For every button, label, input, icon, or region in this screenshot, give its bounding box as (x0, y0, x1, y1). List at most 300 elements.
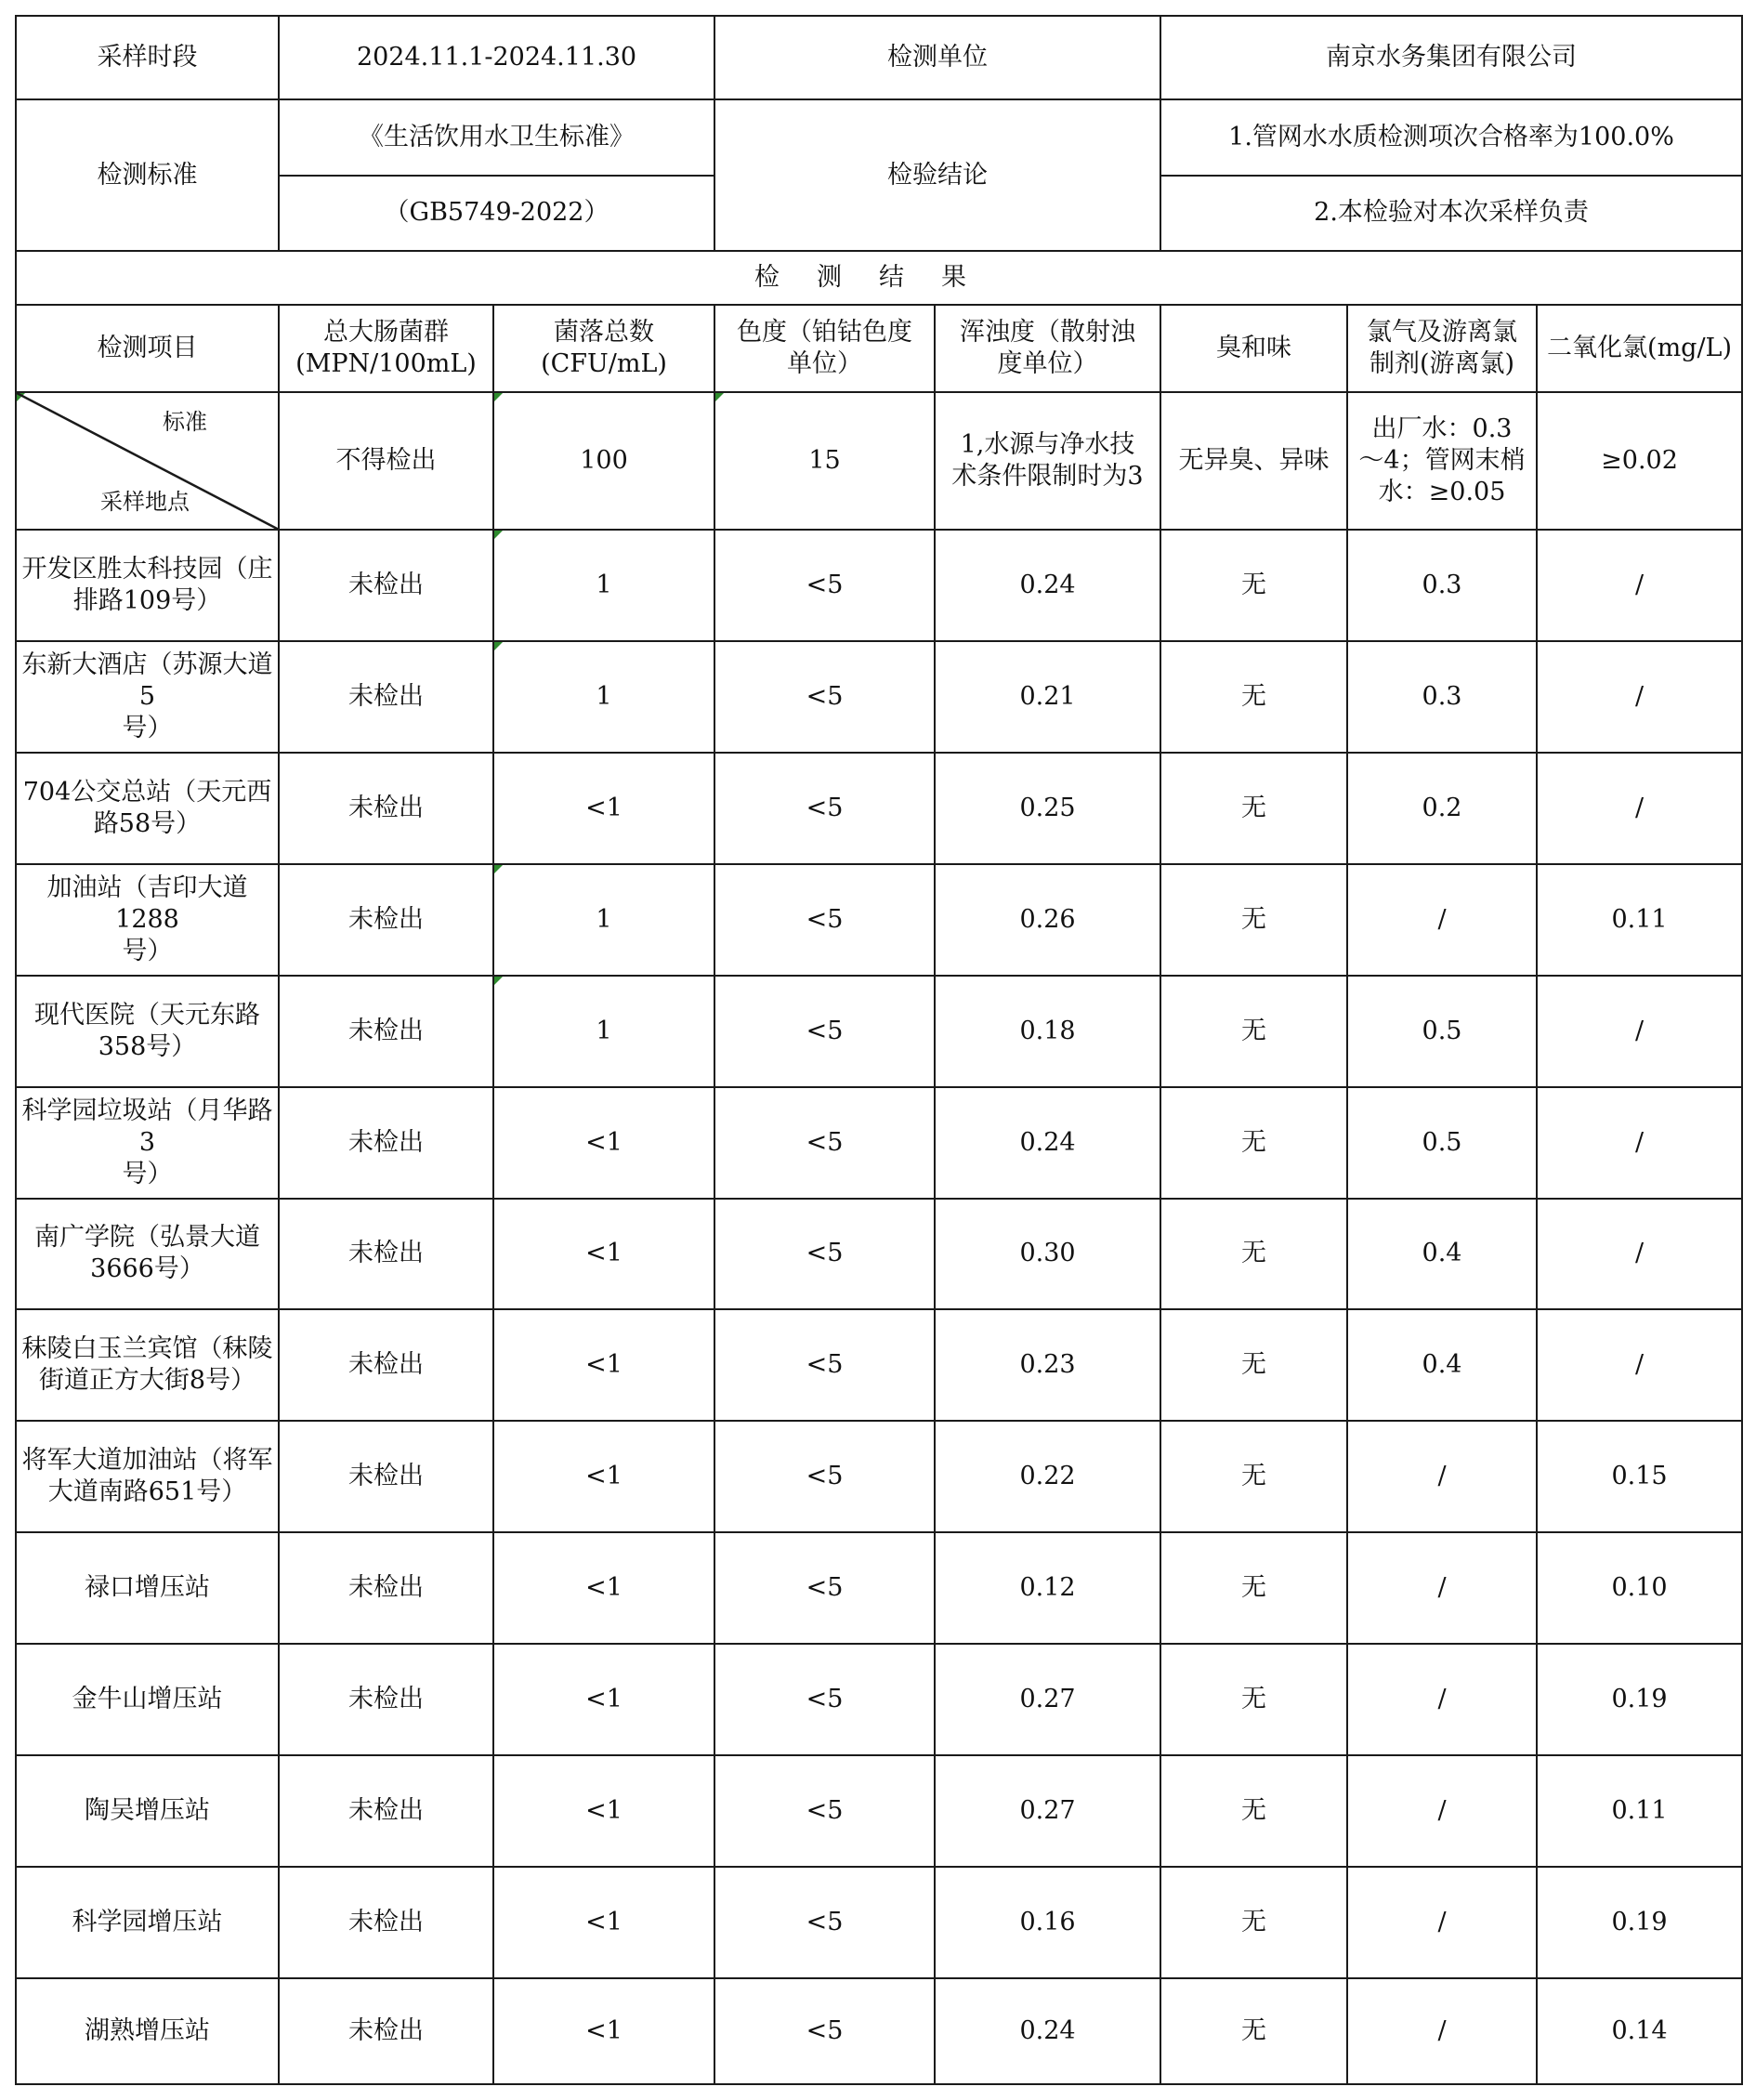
colony-cell (493, 864, 714, 976)
site-line: 东新大酒店（苏源大道5 (21, 650, 273, 711)
colony-cell-value: <1 (585, 1796, 622, 1826)
chlorine-dioxide-cell (1537, 530, 1742, 641)
odor-cell-value: 无 (1241, 1573, 1267, 1603)
conclusion-label: 检验结论 (714, 99, 1160, 251)
colony-cell-value: <1 (585, 1127, 622, 1157)
chlorine-cell (1347, 1867, 1537, 1978)
turbidity-cell-value: 0.23 (1019, 1350, 1076, 1380)
header-chlorine-line-1: 氯气及游离氯 (1367, 317, 1518, 347)
header-colony-line-2: (CFU/mL) (541, 348, 667, 378)
site-cell (16, 1199, 279, 1310)
colony-cell (493, 1309, 714, 1421)
odor-cell (1160, 1755, 1347, 1867)
standard-code: （GB5749-2022） (279, 176, 714, 251)
color-cell (714, 1309, 935, 1421)
chlorine-cell (1347, 641, 1537, 753)
diag-standard-label: 标准 (163, 408, 207, 435)
chlorine-dioxide-cell (1537, 1644, 1742, 1755)
chlorine-dioxide-cell (1537, 1421, 1742, 1532)
turbidity-cell-value: 0.24 (1019, 2016, 1076, 2046)
cell-marker (494, 977, 503, 985)
color-cell-value: <5 (806, 1573, 844, 1603)
site-line: 秣陵白玉兰宾馆（秣陵 (21, 1334, 273, 1364)
coliform-cell (279, 530, 493, 641)
limit-chlorine (1347, 392, 1537, 530)
chlorine-cell-value: / (1437, 2016, 1447, 2046)
turbidity-cell-value: 0.27 (1019, 1796, 1076, 1826)
chlorine-dioxide-cell-value: 0.14 (1611, 2016, 1668, 2046)
table-row (16, 753, 1742, 864)
colony-cell-value: <1 (585, 2016, 622, 2046)
odor-cell (1160, 530, 1347, 641)
odor-cell (1160, 1867, 1347, 1978)
colony-cell-value: 1 (596, 904, 612, 934)
coliform-cell (279, 976, 493, 1087)
table-row (16, 1755, 1742, 1867)
chlorine-cell (1347, 1978, 1537, 2084)
chlorine-dioxide-cell (1537, 1199, 1742, 1310)
color-cell-value: <5 (806, 1016, 844, 1045)
cell-marker (715, 393, 724, 401)
color-cell (714, 1532, 935, 1644)
chlorine-cell-value: / (1437, 904, 1447, 934)
turbidity-cell (935, 1532, 1160, 1644)
color-cell-value: <5 (806, 1462, 844, 1491)
cell-marker (494, 393, 503, 401)
chlorine-dioxide-cell-value: 0.19 (1611, 1685, 1668, 1714)
coliform-cell (279, 864, 493, 976)
odor-cell (1160, 1978, 1347, 2084)
chlorine-dioxide-cell-value: / (1634, 1350, 1645, 1380)
site-line: 南广学院（弘景大道 (34, 1223, 260, 1253)
color-cell-value: <5 (806, 1350, 844, 1380)
limit-turbidity (935, 392, 1160, 530)
chlorine-dioxide-cell (1537, 976, 1742, 1087)
diagonal-header-cell (16, 392, 279, 530)
site-cell (16, 753, 279, 864)
table-row (16, 864, 1742, 976)
odor-cell (1160, 641, 1347, 753)
chlorine-dioxide-cell (1537, 1755, 1742, 1867)
site-cell (16, 976, 279, 1087)
limits-row (16, 392, 1742, 530)
coliform-cell-value: 未检出 (348, 681, 424, 711)
coliform-cell (279, 1644, 493, 1755)
limit-color-value: 15 (808, 445, 841, 475)
coliform-cell-value: 未检出 (348, 1908, 424, 1937)
color-cell-value: <5 (806, 904, 844, 934)
header-chlorine-dioxide: 二氧化氯(mg/L) (1537, 305, 1742, 392)
turbidity-cell-value: 0.26 (1019, 904, 1076, 934)
color-cell-value: <5 (806, 570, 844, 599)
turbidity-cell (935, 976, 1160, 1087)
site-line: 号） (122, 1159, 173, 1188)
site-line: 科学园增压站 (72, 1908, 223, 1937)
chlorine-dioxide-cell-value: / (1634, 570, 1645, 599)
colony-cell (493, 530, 714, 641)
site-line: 704公交总站（天元西 (22, 777, 272, 807)
chlorine-cell (1347, 976, 1537, 1087)
header-coliform-line-1: 总大肠菌群 (323, 317, 449, 347)
site-line: 街道正方大街8号） (38, 1366, 256, 1396)
chlorine-cell-value: / (1437, 1462, 1447, 1491)
header-turbidity (935, 305, 1160, 392)
table-row (16, 1644, 1742, 1755)
chlorine-cell-value: 0.4 (1422, 1239, 1462, 1268)
turbidity-cell (935, 1755, 1160, 1867)
chlorine-dioxide-cell-value: 0.19 (1611, 1908, 1668, 1937)
chlorine-dioxide-cell-value: 0.15 (1611, 1462, 1668, 1491)
limit-odor: 无异臭、异味 (1160, 392, 1347, 530)
conclusion-2: 2.本检验对本次采样负责 (1160, 176, 1742, 251)
site-line: 358号） (98, 1031, 197, 1061)
color-cell-value: <5 (806, 1127, 844, 1157)
limit-coliform: 不得检出 (279, 392, 493, 530)
site-cell (16, 1867, 279, 1978)
coliform-cell-value: 未检出 (348, 1127, 424, 1157)
standard-label: 检测标准 (16, 99, 279, 251)
color-cell-value: <5 (806, 1685, 844, 1714)
header-color-line-2: 单位） (787, 348, 863, 378)
limit-chlorine-line-3: 水：≥0.05 (1378, 477, 1506, 506)
odor-cell (1160, 976, 1347, 1087)
color-cell-value: <5 (806, 1239, 844, 1268)
table-row (16, 1532, 1742, 1644)
coliform-cell (279, 1978, 493, 2084)
colony-cell (493, 1532, 714, 1644)
coliform-cell-value: 未检出 (348, 1016, 424, 1045)
site-cell (16, 1644, 279, 1755)
colony-cell (493, 753, 714, 864)
header-turbidity-line-1: 浑浊度（散射浊 (960, 317, 1136, 347)
site-line: 3666号） (90, 1254, 204, 1284)
limit-chlorine-line-1: 出厂水：0.3 (1371, 413, 1513, 443)
chlorine-cell (1347, 1199, 1537, 1310)
coliform-cell-value: 未检出 (348, 1796, 424, 1826)
chlorine-dioxide-cell (1537, 864, 1742, 976)
site-cell (16, 1309, 279, 1421)
period-row (16, 16, 1742, 99)
site-line: 排路109号） (72, 585, 222, 615)
colony-cell-value: <1 (585, 1573, 622, 1603)
odor-cell (1160, 1644, 1347, 1755)
turbidity-cell-value: 0.16 (1019, 1908, 1076, 1937)
site-line: 路58号） (93, 808, 202, 838)
colony-cell (493, 1644, 714, 1755)
color-cell (714, 1867, 935, 1978)
coliform-cell-value: 未检出 (348, 1350, 424, 1380)
turbidity-cell (935, 641, 1160, 753)
chlorine-cell (1347, 864, 1537, 976)
site-line: 号） (122, 936, 173, 965)
site-line: 开发区胜太科技园（庄 (21, 554, 273, 584)
results-title-row (16, 251, 1742, 305)
turbidity-cell (935, 1309, 1160, 1421)
header-colony (493, 305, 714, 392)
color-cell-value: <5 (806, 2016, 844, 2046)
odor-cell-value: 无 (1241, 1796, 1267, 1826)
table-row (16, 1199, 1742, 1310)
table-row (16, 641, 1742, 753)
cell-marker (494, 531, 503, 539)
odor-cell-value: 无 (1241, 681, 1267, 711)
turbidity-cell-value: 0.30 (1019, 1239, 1076, 1268)
site-line: 加油站（吉印大道1288 (46, 873, 248, 934)
chlorine-cell (1347, 1309, 1537, 1421)
unit-label: 检测单位 (714, 16, 1160, 99)
chlorine-dioxide-cell (1537, 1309, 1742, 1421)
colony-cell-value: <1 (585, 1239, 622, 1268)
turbidity-cell-value: 0.22 (1019, 1462, 1076, 1491)
cell-marker (494, 642, 503, 650)
odor-cell-value: 无 (1241, 1462, 1267, 1491)
header-coliform (279, 305, 493, 392)
coliform-cell-value: 未检出 (348, 1239, 424, 1268)
site-line: 陶吴增压站 (85, 1796, 210, 1826)
chlorine-dioxide-cell-value: / (1634, 1016, 1645, 1045)
turbidity-cell-value: 0.18 (1019, 1016, 1076, 1045)
site-line: 科学园垃圾站（月华路3 (21, 1096, 273, 1157)
color-cell (714, 1978, 935, 2084)
colony-cell (493, 1755, 714, 1867)
turbidity-cell (935, 1644, 1160, 1755)
turbidity-cell (935, 753, 1160, 864)
chlorine-dioxide-cell (1537, 1978, 1742, 2084)
colony-cell-value: 1 (596, 570, 612, 599)
chlorine-cell-value: 0.3 (1422, 570, 1462, 599)
odor-cell-value: 无 (1241, 904, 1267, 934)
chlorine-cell-value: 0.5 (1422, 1127, 1462, 1157)
chlorine-cell-value: 0.3 (1422, 681, 1462, 711)
chlorine-cell-value: / (1437, 1908, 1447, 1937)
limit-color (714, 392, 935, 530)
odor-cell (1160, 1199, 1347, 1310)
colony-cell (493, 641, 714, 753)
odor-cell-value: 无 (1241, 1350, 1267, 1380)
color-cell (714, 1644, 935, 1755)
site-cell (16, 1532, 279, 1644)
coliform-cell (279, 753, 493, 864)
chlorine-dioxide-cell-value: / (1634, 1127, 1645, 1157)
limit-colony (493, 392, 714, 530)
turbidity-cell (935, 1978, 1160, 2084)
odor-cell-value: 无 (1241, 1239, 1267, 1268)
colony-cell (493, 1978, 714, 2084)
color-cell-value: <5 (806, 681, 844, 711)
color-cell (714, 864, 935, 976)
chlorine-dioxide-cell-value: 0.11 (1611, 904, 1668, 934)
chlorine-dioxide-cell-value: / (1634, 681, 1645, 711)
site-line: 大道南路651号） (47, 1477, 247, 1507)
turbidity-cell (935, 1087, 1160, 1199)
chlorine-cell-value: / (1437, 1685, 1447, 1714)
turbidity-cell-value: 0.24 (1019, 1127, 1076, 1157)
chlorine-dioxide-cell (1537, 753, 1742, 864)
chlorine-dioxide-cell-value: / (1634, 1239, 1645, 1268)
standard-name: 《生活饮用水卫生标准》 (279, 99, 714, 175)
odor-cell-value: 无 (1241, 1685, 1267, 1714)
odor-cell (1160, 1421, 1347, 1532)
odor-cell-value: 无 (1241, 1908, 1267, 1937)
chlorine-cell-value: / (1437, 1796, 1447, 1826)
chlorine-cell (1347, 1755, 1537, 1867)
site-cell (16, 1755, 279, 1867)
chlorine-dioxide-cell-value: / (1634, 793, 1645, 822)
colony-cell (493, 976, 714, 1087)
turbidity-cell (935, 1421, 1160, 1532)
coliform-cell (279, 641, 493, 753)
colony-cell-value: 1 (596, 1016, 612, 1045)
site-line: 湖熟增压站 (85, 2016, 210, 2046)
chlorine-dioxide-cell-value: 0.10 (1611, 1573, 1668, 1603)
header-row (16, 305, 1742, 392)
color-cell (714, 976, 935, 1087)
chlorine-dioxide-cell (1537, 1867, 1742, 1978)
chlorine-dioxide-cell (1537, 1087, 1742, 1199)
limit-colony-value: 100 (580, 445, 628, 475)
results-title: 检测结果 (16, 251, 1742, 305)
color-cell (714, 1087, 935, 1199)
chlorine-cell (1347, 530, 1537, 641)
coliform-cell (279, 1421, 493, 1532)
turbidity-cell-value: 0.25 (1019, 793, 1076, 822)
coliform-cell-value: 未检出 (348, 1573, 424, 1603)
table-row (16, 1978, 1742, 2084)
chlorine-dioxide-cell-value: 0.11 (1611, 1796, 1668, 1826)
colony-cell-value: <1 (585, 1350, 622, 1380)
table-row (16, 1867, 1742, 1978)
standard-row-1 (16, 99, 1742, 175)
header-color-line-1: 色度（铂钴色度 (737, 317, 913, 347)
limit-turbidity-line-2: 术条件限制时为3 (951, 461, 1144, 491)
odor-cell (1160, 1087, 1347, 1199)
turbidity-cell (935, 864, 1160, 976)
turbidity-cell-value: 0.27 (1019, 1685, 1076, 1714)
site-cell (16, 641, 279, 753)
chlorine-cell (1347, 1644, 1537, 1755)
header-color (714, 305, 935, 392)
header-chlorine-line-2: 制剂(游离氯) (1369, 348, 1515, 378)
color-cell (714, 1755, 935, 1867)
site-cell (16, 1421, 279, 1532)
coliform-cell-value: 未检出 (348, 2016, 424, 2046)
colony-cell-value: 1 (596, 681, 612, 711)
colony-cell (493, 1087, 714, 1199)
coliform-cell-value: 未检出 (348, 570, 424, 599)
colony-cell-value: <1 (585, 793, 622, 822)
chlorine-cell-value: 0.5 (1422, 1016, 1462, 1045)
odor-cell-value: 无 (1241, 2016, 1267, 2046)
water-quality-report-table (15, 15, 1743, 2085)
table-row (16, 530, 1742, 641)
site-line: 号） (122, 713, 173, 742)
coliform-cell-value: 未检出 (348, 904, 424, 934)
chlorine-dioxide-cell (1537, 1532, 1742, 1644)
odor-cell-value: 无 (1241, 793, 1267, 822)
header-coliform-line-2: (MPN/100mL) (295, 348, 477, 378)
unit-value: 南京水务集团有限公司 (1160, 16, 1742, 99)
turbidity-cell-value: 0.12 (1019, 1573, 1076, 1603)
chlorine-cell (1347, 753, 1537, 864)
limit-chlorine-dioxide: ≥0.02 (1537, 392, 1742, 530)
header-turbidity-line-2: 度单位） (997, 348, 1098, 378)
site-cell (16, 1978, 279, 2084)
period-label: 采样时段 (16, 16, 279, 99)
site-line: 禄口增压站 (85, 1573, 210, 1603)
chlorine-cell-value: 0.2 (1422, 793, 1462, 822)
odor-cell (1160, 753, 1347, 864)
turbidity-cell (935, 530, 1160, 641)
color-cell (714, 1421, 935, 1532)
header-odor: 臭和味 (1160, 305, 1347, 392)
header-item: 检测项目 (16, 305, 279, 392)
coliform-cell (279, 1199, 493, 1310)
chlorine-cell (1347, 1532, 1537, 1644)
coliform-cell-value: 未检出 (348, 1462, 424, 1491)
table-row (16, 1087, 1742, 1199)
coliform-cell (279, 1309, 493, 1421)
color-cell-value: <5 (806, 1908, 844, 1937)
chlorine-cell-value: 0.4 (1422, 1350, 1462, 1380)
colony-cell (493, 1867, 714, 1978)
period-value: 2024.11.1-2024.11.30 (279, 16, 714, 99)
table-row (16, 1309, 1742, 1421)
site-cell (16, 1087, 279, 1199)
site-line: 金牛山增压站 (72, 1685, 223, 1714)
site-line: 将军大道加油站（将军 (21, 1446, 273, 1476)
odor-cell (1160, 1309, 1347, 1421)
site-line: 现代医院（天元东路 (34, 1000, 260, 1030)
cell-marker (494, 865, 503, 873)
header-chlorine (1347, 305, 1537, 392)
turbidity-cell (935, 1867, 1160, 1978)
colony-cell-value: <1 (585, 1462, 622, 1491)
site-cell (16, 864, 279, 976)
color-cell-value: <5 (806, 793, 844, 822)
colony-cell (493, 1199, 714, 1310)
color-cell (714, 530, 935, 641)
odor-cell-value: 无 (1241, 570, 1267, 599)
coliform-cell-value: 未检出 (348, 793, 424, 822)
odor-cell-value: 无 (1241, 1127, 1267, 1157)
table-row (16, 1421, 1742, 1532)
turbidity-cell-value: 0.24 (1019, 570, 1076, 599)
coliform-cell (279, 1867, 493, 1978)
header-colony-line-1: 菌落总数 (554, 317, 654, 347)
chlorine-cell (1347, 1421, 1537, 1532)
odor-cell-value: 无 (1241, 1016, 1267, 1045)
color-cell (714, 753, 935, 864)
conclusion-1: 1.管网水水质检测项次合格率为100.0% (1160, 99, 1742, 175)
color-cell (714, 641, 935, 753)
turbidity-cell-value: 0.21 (1019, 681, 1076, 711)
coliform-cell (279, 1755, 493, 1867)
limit-chlorine-line-2: ～4；管网末梢 (1358, 445, 1526, 475)
odor-cell (1160, 1532, 1347, 1644)
diag-site-label: 采样地点 (100, 488, 190, 515)
chlorine-cell-value: / (1437, 1573, 1447, 1603)
colony-cell-value: <1 (585, 1685, 622, 1714)
turbidity-cell (935, 1199, 1160, 1310)
odor-cell (1160, 864, 1347, 976)
colony-cell (493, 1421, 714, 1532)
table-row (16, 976, 1742, 1087)
site-cell (16, 530, 279, 641)
limit-turbidity-line-1: 1,水源与净水技 (960, 429, 1135, 459)
coliform-cell (279, 1532, 493, 1644)
chlorine-dioxide-cell (1537, 641, 1742, 753)
coliform-cell-value: 未检出 (348, 1685, 424, 1714)
